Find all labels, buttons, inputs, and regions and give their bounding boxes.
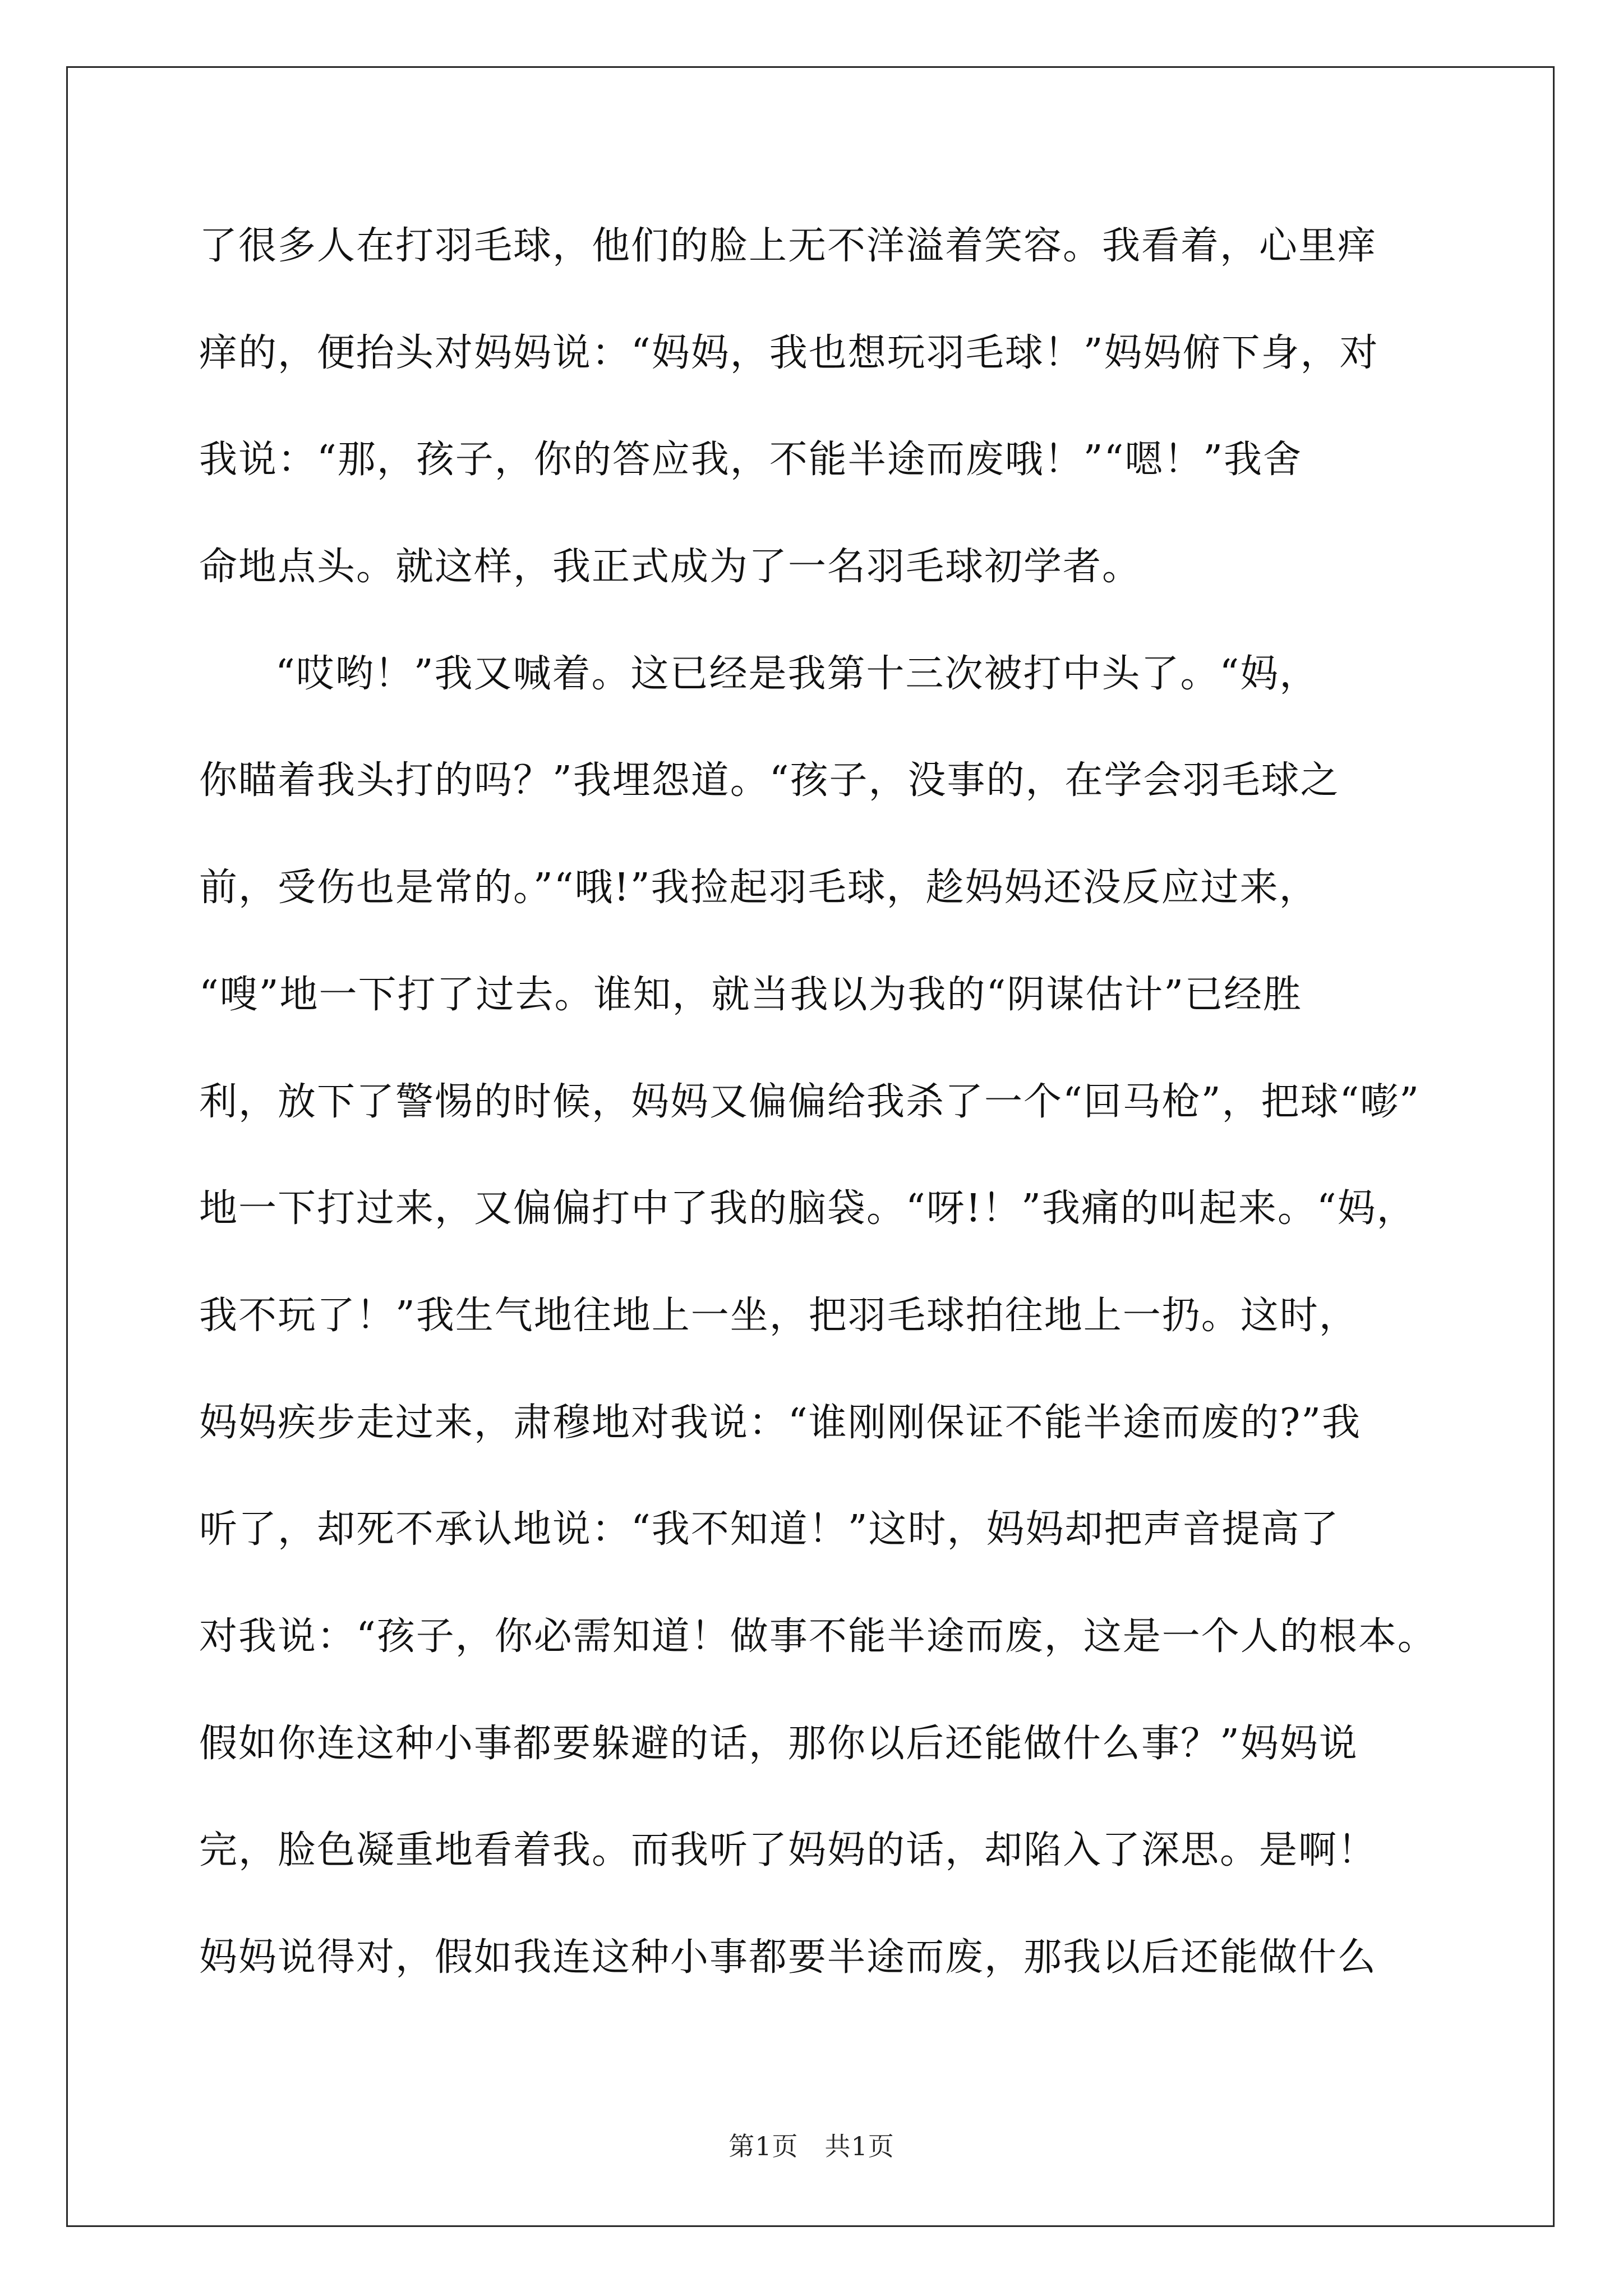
text-line: 你瞄着我头打的吗？”我埋怨道。“孩子，没事的，在学会羽毛球之 bbox=[199, 758, 1340, 803]
text-line: 假如你连这种小事都要躲避的话，那你以后还能做什么事？”妈妈说 bbox=[199, 1721, 1358, 1766]
text-line: 对我说：“孩子，你必需知道！做事不能半途而废，这是一个人的根本。 bbox=[199, 1614, 1437, 1659]
text-line: 我不玩了！”我生气地往地上一坐，把羽毛球拍往地上一扔。这时， bbox=[199, 1293, 1358, 1338]
text-line: 妈妈说得对，假如我连这种小事都要半途而废，那我以后还能做什么 bbox=[199, 1935, 1377, 1980]
text-line: 我说：“那，孩子，你的答应我，不能半途而废哦！”“嗯！”我舍 bbox=[199, 438, 1303, 482]
document-body bbox=[199, 217, 1438, 2035]
text-line: 地一下打过来，又偏偏打中了我的脑袋。“呀!！”我痛的叫起来。“妈， bbox=[199, 1186, 1416, 1231]
text-line: 妈妈疾步走过来，肃穆地对我说：“谁刚刚保证不能半途而废的?”我 bbox=[199, 1400, 1361, 1445]
text-line: 前，受伤也是常的。”“哦!”我捡起羽毛球，趁妈妈还没反应过来， bbox=[199, 866, 1318, 910]
text-line: “哎哟！”我又喊着。这已经是我第十三次被打中头了。“妈， bbox=[275, 651, 1319, 696]
text-line: 命地点头。就这样，我正式成为了一名羽毛球初学者。 bbox=[199, 545, 1142, 590]
text-line: 完，脸色凝重地看着我。而我听了妈妈的话，却陷入了深思。是啊！ bbox=[199, 1828, 1377, 1873]
text-line: “嗖”地一下打了过去。谁知，就当我以为我的“阴谋估计”已经胜 bbox=[199, 972, 1303, 1017]
text-line: 了很多人在打羽毛球，他们的脸上无不洋溢着笑容。我看着，心里痒 bbox=[199, 224, 1377, 268]
text-line: 利，放下了警惕的时候，妈妈又偏偏给我杀了一个“回马枪”，把球“嘭” bbox=[199, 1079, 1421, 1124]
text-line: 听了，却死不承认地说：“我不知道！”这时，妈妈却把声音提高了 bbox=[199, 1507, 1340, 1552]
text-line: 痒的，便抬头对妈妈说：“妈妈，我也想玩羽毛球！”妈妈俯下身，对 bbox=[199, 330, 1379, 375]
page-number: 第1页 共1页 bbox=[728, 2131, 895, 2161]
